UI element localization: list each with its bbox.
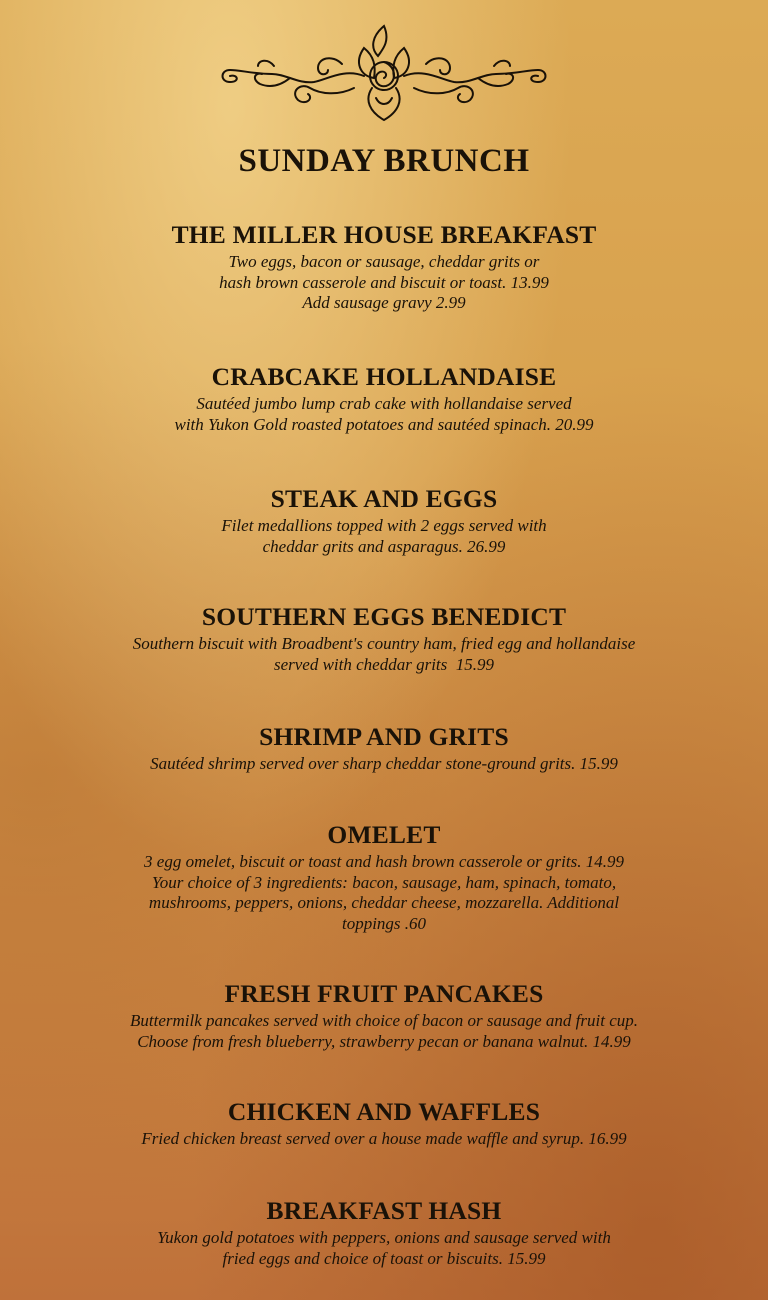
flourish-ornament-icon	[214, 18, 554, 128]
description-line: Two eggs, bacon or sausage, cheddar grits or	[228, 252, 540, 271]
description-line: Add sausage gravy 2.99	[302, 293, 466, 312]
menu-item-name: THE MILLER HOUSE BREAKFAST	[171, 220, 597, 249]
description-line: 3 egg omelet, biscuit or toast and hash brown casserole or grits. 14.99	[144, 852, 624, 871]
menu-item-name: SHRIMP AND GRITS	[259, 722, 509, 751]
menu-item-name: STEAK AND EGGS	[270, 484, 498, 513]
description-line: Buttermilk pancakes served with choice of bacon or sausage and fruit cup.	[129, 1011, 639, 1030]
menu-item-description	[0, 394, 768, 435]
description-line: hash brown casserole and biscuit or toast. 13.99	[219, 272, 549, 292]
menu-item-description	[0, 634, 768, 675]
menu-item	[0, 820, 768, 934]
menu-item	[0, 1196, 768, 1269]
menu-item-name: CRABCAKE HOLLANDAISE	[211, 362, 557, 391]
menu-item-description	[0, 852, 768, 934]
description-line: mushrooms, peppers, onions, cheddar cheese, mozzarella. Additional	[148, 893, 620, 912]
menu-item-description	[0, 1228, 768, 1269]
description-line: cheddar grits and asparagus. 26.99	[262, 536, 506, 556]
description-line: Southern biscuit with Broadbent's country ham, fried egg and hollandaise	[132, 634, 636, 653]
menu-item-description	[0, 1011, 768, 1052]
description-line: Your choice of 3 ingredients: bacon, sausage, ham, spinach, tomato,	[151, 872, 617, 892]
menu-item-name: FRESH FRUIT PANCAKES	[224, 979, 544, 1008]
menu-item-description	[0, 516, 768, 557]
menu-item	[0, 1097, 768, 1150]
menu-item-name: BREAKFAST HASH	[266, 1196, 502, 1225]
menu-item-name: OMELET	[327, 820, 441, 849]
description-line: Choose from fresh blueberry, strawberry pecan or banana walnut. 14.99	[137, 1031, 631, 1051]
description-line: Filet medallions topped with 2 eggs served with	[221, 516, 547, 535]
description-line: toppings .60	[341, 913, 427, 933]
menu-item	[0, 979, 768, 1052]
description-line: served with cheddar grits 15.99	[273, 654, 495, 674]
menu-item	[0, 722, 768, 775]
description-line: fried eggs and choice of toast or biscuits. 15.99	[222, 1248, 546, 1268]
description-line: Yukon gold potatoes with peppers, onions and sausage served with	[157, 1228, 611, 1247]
menu-item	[0, 220, 768, 314]
menu-item-name: SOUTHERN EGGS BENEDICT	[201, 602, 567, 631]
menu-item-description	[0, 252, 768, 314]
menu-item	[0, 484, 768, 557]
description-line: Sautéed shrimp served over sharp cheddar stone-ground grits. 15.99	[150, 754, 618, 773]
menu-item-description	[0, 1129, 768, 1150]
menu-item	[0, 602, 768, 675]
description-line: with Yukon Gold roasted potatoes and sautéed spinach. 20.99	[174, 414, 594, 434]
description-line: Sautéed jumbo lump crab cake with hollandaise served	[196, 394, 572, 413]
menu-item-name: CHICKEN AND WAFFLES	[227, 1097, 541, 1126]
menu-title: SUNDAY BRUNCH	[238, 143, 530, 179]
description-line: Fried chicken breast served over a house made waffle and syrup. 16.99	[141, 1129, 627, 1148]
menu-item-description	[0, 754, 768, 775]
menu-item	[0, 362, 768, 435]
